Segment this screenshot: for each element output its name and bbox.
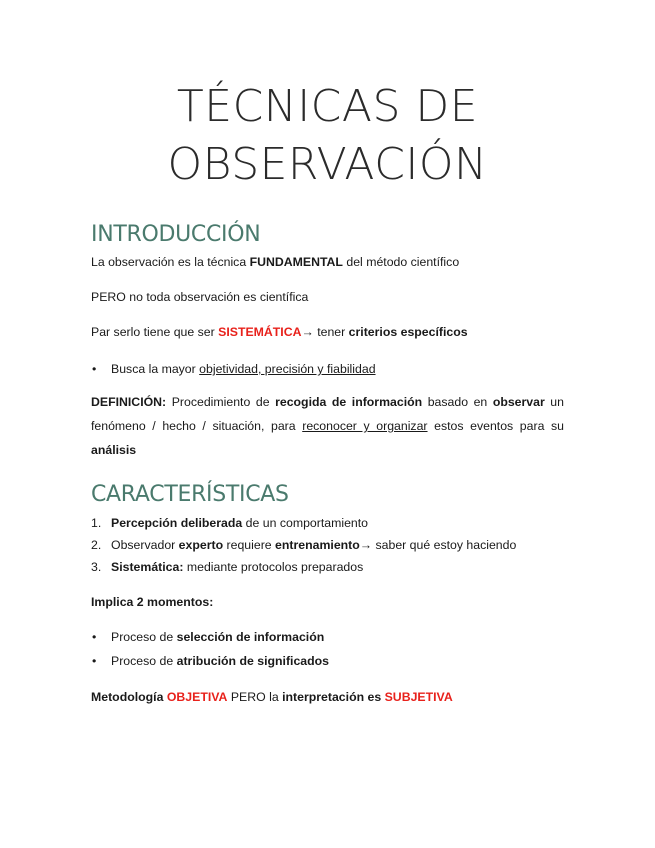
definition-label: DEFINICIÓN:: [91, 395, 167, 409]
text: → tener: [301, 325, 349, 339]
page-title: [91, 78, 564, 194]
list-number: 2.: [91, 538, 102, 552]
list-number: 1.: [91, 516, 102, 530]
list-item: [91, 559, 364, 575]
text-bold: recogida de información: [275, 395, 423, 409]
text-bold: Implica 2 momentos:: [91, 595, 214, 609]
text: estos eventos para su: [427, 419, 565, 433]
text-bold: atribución de significados: [176, 654, 329, 668]
heading-caracteristicas: CARACTERÍSTICAS: [91, 482, 289, 507]
list-item: [111, 653, 329, 669]
text-bold: criterios específicos: [348, 325, 468, 339]
text-red: SUBJETIVA: [384, 690, 453, 704]
list-item: [91, 537, 517, 553]
text: requiere: [223, 538, 276, 552]
text-bold: análisis: [91, 443, 137, 457]
text: de un comportamiento: [242, 516, 369, 530]
text: Proceso de: [111, 630, 177, 644]
text-bold: experto: [178, 538, 224, 552]
text: Proceso de: [111, 654, 177, 668]
text-bold: Percepción deliberada: [111, 516, 243, 530]
heading-introduccion: INTRODUCCIÓN: [91, 222, 261, 247]
intro-paragraph-2: PERO no toda observación es científica: [91, 290, 309, 304]
list-item: [91, 515, 369, 531]
title-line-2: OBSERVACIÓN: [167, 139, 488, 190]
list-number: 3.: [91, 560, 102, 574]
methodology-paragraph: [91, 689, 453, 705]
text: del método científico: [342, 255, 460, 269]
text-underlined: objetividad, precisión y fiabilidad: [199, 362, 376, 376]
text: un fenómeno / hecho / situación, para: [91, 395, 564, 433]
intro-bullet: [111, 361, 376, 377]
text-red: SISTEMÁTICA: [218, 325, 302, 339]
text: La observación es la técnica: [91, 255, 250, 269]
text-bold: Metodología: [91, 690, 167, 704]
text-bold: entrenamiento: [275, 538, 360, 552]
text-red: OBJETIVA: [166, 690, 228, 704]
intro-paragraph-3: [91, 324, 468, 340]
text-bold: Sistemática:: [111, 560, 184, 574]
text: PERO la: [227, 690, 283, 704]
text: basado en: [422, 395, 493, 409]
text: Observador: [111, 538, 179, 552]
text-underlined: reconocer y organizar: [302, 419, 428, 433]
text: Par serlo tiene que ser: [91, 325, 219, 339]
text-bold: selección de información: [176, 630, 325, 644]
implica-label: [91, 594, 213, 610]
title-line-1: TÉCNICAS DE: [176, 81, 479, 132]
text: Procedimiento de: [166, 395, 276, 409]
text-bold: interpretación es: [282, 690, 382, 704]
text: mediante protocolos preparados: [183, 560, 364, 574]
list-item: [111, 629, 324, 645]
definition-paragraph: [91, 390, 564, 462]
text-bold: FUNDAMENTAL: [249, 255, 343, 269]
text-bold: observar: [492, 395, 545, 409]
text: → saber qué estoy haciendo: [359, 538, 517, 552]
text: Busca la mayor: [111, 362, 200, 376]
intro-paragraph-1: [91, 254, 459, 270]
